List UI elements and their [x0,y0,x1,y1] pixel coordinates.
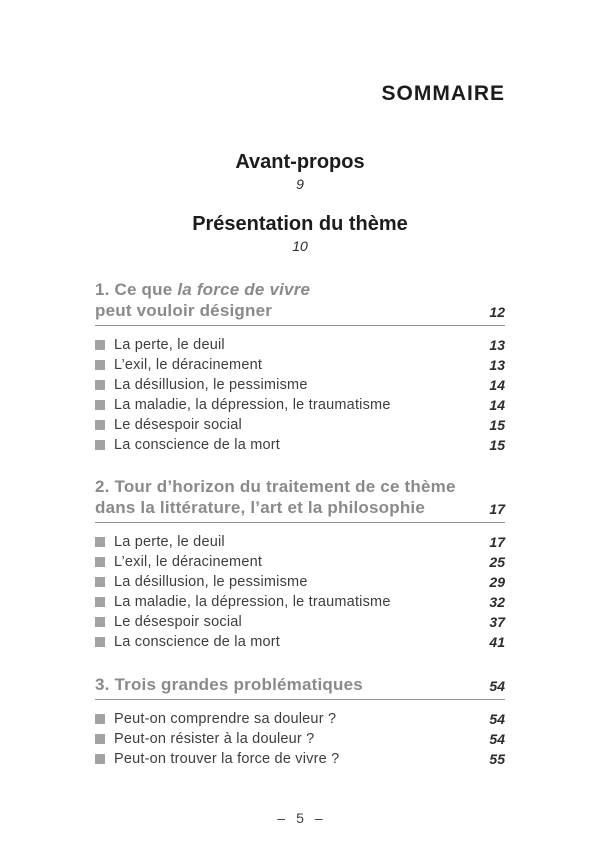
page-title: SOMMAIRE [381,82,505,105]
toc-item-label: La désillusion, le pessimisme [114,574,308,590]
front-matter-page: 10 [292,238,308,254]
section-heading-line [95,674,505,700]
square-bullet-icon [95,637,105,647]
square-bullet-icon [95,360,105,370]
square-bullet-icon [95,754,105,764]
toc-item-label: Le désespoir social [114,417,242,433]
toc-item-label: L’exil, le déracinement [114,554,263,570]
toc-item-label: Peut-on résister à la douleur ? [114,731,315,747]
toc-item-label: La maladie, la dépression, le traumatisme [114,397,391,413]
front-matter-title: Présentation du thème [192,213,408,235]
toc-item-label: L’exil, le déracinement [114,357,263,373]
toc-item-page: 54 [489,711,505,727]
front-matter-page: 9 [296,176,304,192]
toc-item-page: 37 [489,614,505,630]
toc-item-label: Peut-on comprendre sa douleur ? [114,711,337,727]
toc-item [95,729,505,749]
footer-dash: – [277,810,286,826]
square-bullet-icon [95,617,105,627]
toc-item-label: La maladie, la dépression, le traumatisme [114,594,391,610]
square-bullet-icon [95,420,105,430]
toc-item [95,749,505,769]
toc-item [95,375,505,395]
square-bullet-icon [95,734,105,744]
toc-item [95,592,505,612]
square-bullet-icon [95,380,105,390]
toc-item [95,435,505,455]
toc-item [95,335,505,355]
toc-item-page: 55 [489,751,505,767]
toc-item-page: 41 [489,634,505,650]
square-bullet-icon [95,714,105,724]
footer-page-number: 5 [296,810,304,826]
section-heading-text: dans la littérature, l’art et la philosophie [95,498,425,517]
toc-item-label: La conscience de la mort [114,437,280,453]
front-matter-entry [95,151,505,192]
square-bullet-icon [95,537,105,547]
toc-item-label: La désillusion, le pessimisme [114,377,308,393]
section-page-number: 17 [489,501,505,517]
toc-item-page: 13 [489,337,505,353]
square-bullet-icon [95,440,105,450]
square-bullet-icon [95,400,105,410]
square-bullet-icon [95,597,105,607]
toc-item-page: 17 [489,534,505,550]
toc-item [95,572,505,592]
toc-item [95,552,505,572]
toc-item [95,355,505,375]
toc-item-label: La conscience de la mort [114,634,280,650]
toc-item-page: 15 [489,437,505,453]
toc-item-label: Peut-on trouver la force de vivre ? [114,751,340,767]
toc-section-3 [95,674,505,769]
section-items [95,532,505,652]
toc-item [95,532,505,552]
toc-item-page: 29 [489,574,505,590]
toc-item [95,632,505,652]
toc-item-page: 14 [489,397,505,413]
front-matter-title: Avant-propos [235,151,365,173]
footer-dash: – [314,810,323,826]
section-heading-text: peut vouloir désigner [95,301,273,320]
section-items [95,709,505,769]
square-bullet-icon [95,340,105,350]
square-bullet-icon [95,577,105,587]
page-footer [0,810,600,826]
toc-item [95,612,505,632]
toc-section-1 [95,279,505,455]
toc-item-label: La perte, le deuil [114,534,225,550]
square-bullet-icon [95,557,105,567]
section-page-number: 54 [489,678,505,694]
toc-item-page: 15 [489,417,505,433]
section-items [95,335,505,455]
toc-item [95,709,505,729]
toc-item-page: 54 [489,731,505,747]
toc-item-label: Le désespoir social [114,614,242,630]
section-heading-line1 [95,279,505,300]
section-heading-text: 1. Ce que [95,280,178,299]
toc-item-label: La perte, le deuil [114,337,225,353]
toc-item [95,395,505,415]
toc-item-page: 13 [489,357,505,373]
toc-item-page: 14 [489,377,505,393]
toc-item-page: 32 [489,594,505,610]
section-heading-line1: 2. Tour d’horizon du traitement de ce thème [95,477,456,496]
section-heading-text: 3. Trois grandes problématiques [95,675,363,694]
section-heading-line2 [95,300,505,326]
section-page-number: 12 [489,304,505,320]
toc-item-page: 25 [489,554,505,570]
toc-section-2 [95,476,505,652]
section-heading-line2 [95,497,505,523]
section-heading-italic: la force de vivre [177,280,311,299]
toc-item [95,415,505,435]
front-matter-entry [95,213,505,254]
